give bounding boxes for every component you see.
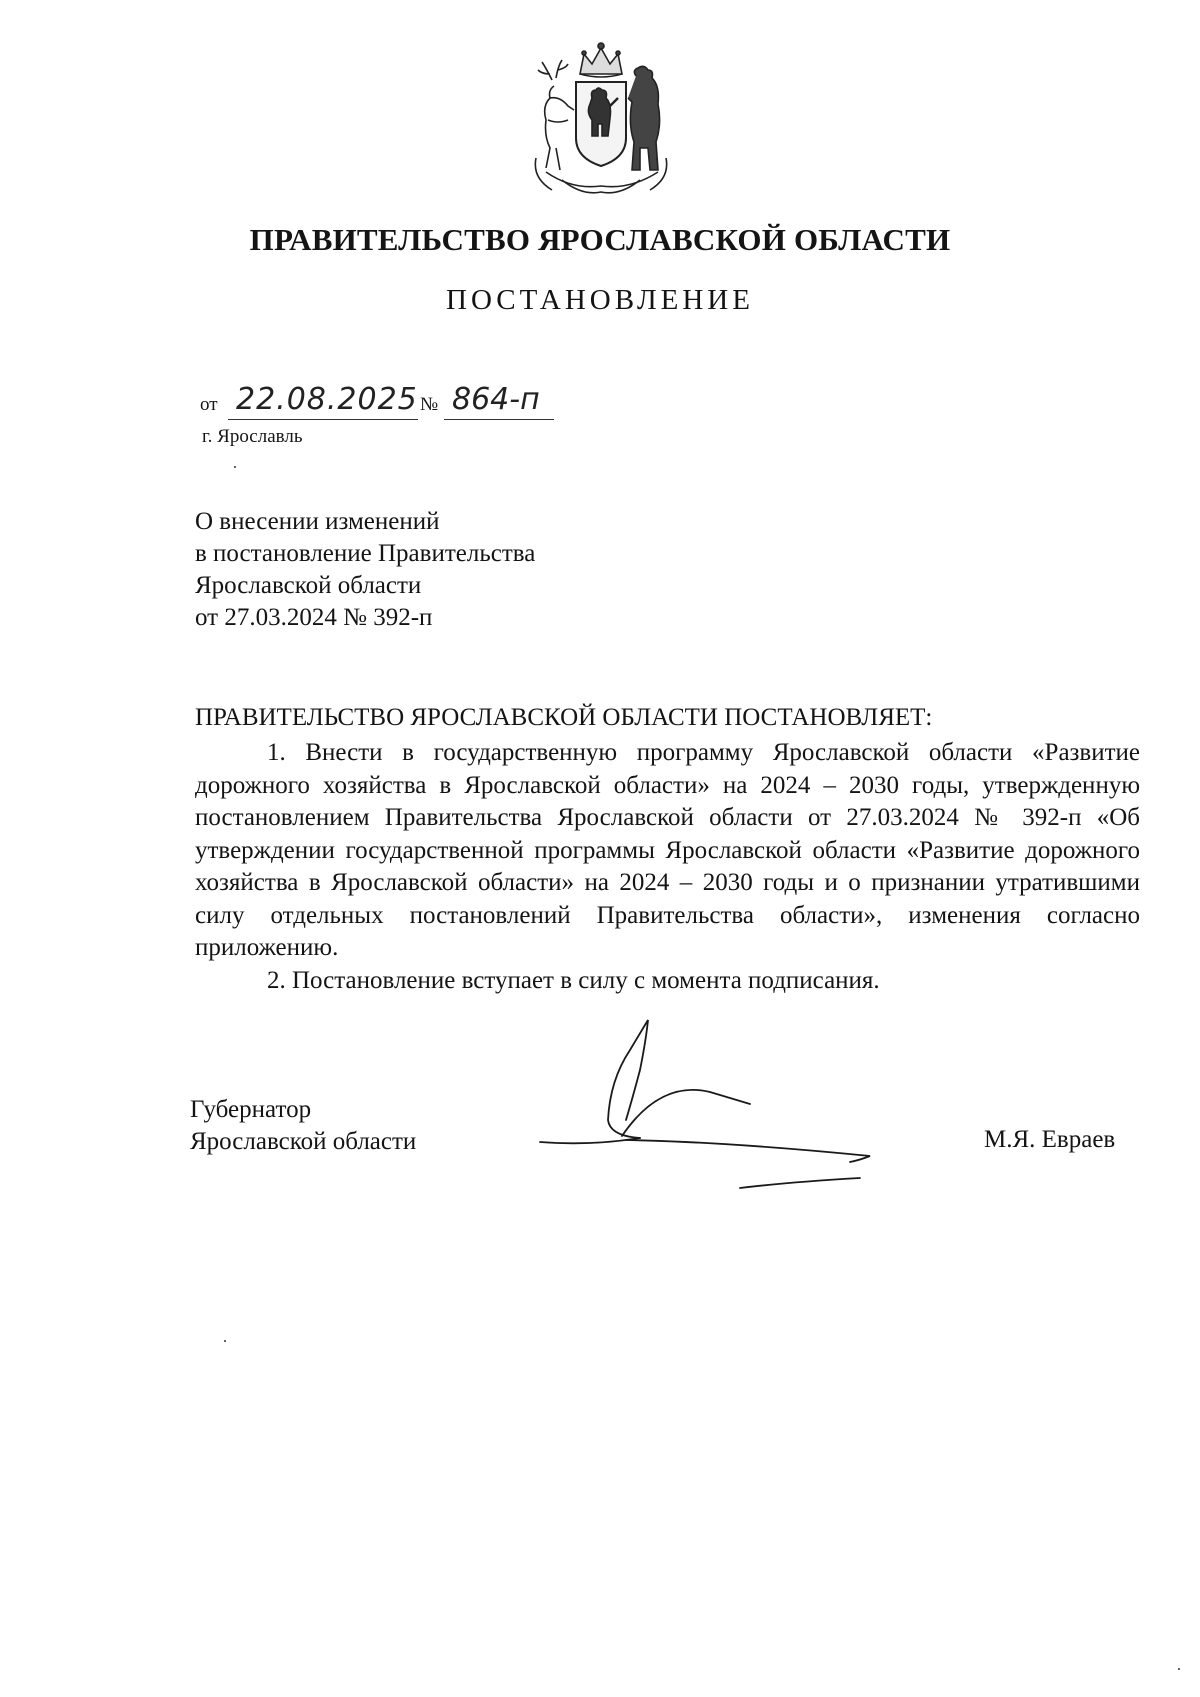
subject-line: в постановление Правительства (195, 540, 536, 567)
signer-position-line: Ярославской области (190, 1128, 417, 1155)
coat-of-arms-emblem (532, 40, 670, 200)
subject-line: от 27.03.2024 № 392-п (195, 604, 433, 631)
handwritten-number: 864-п (452, 382, 540, 417)
body-paragraph: 2. Постановление вступает в силу с момента подписания. (267, 966, 880, 994)
subject-line: Ярославской области (195, 572, 422, 599)
signer-position-line: Губернатор (190, 1096, 312, 1123)
subject-line: О внесении изменений (195, 508, 440, 535)
signer-name: М.Я. Евраев (984, 1126, 1116, 1153)
scan-dot (224, 1340, 226, 1342)
signer-position (190, 1094, 416, 1158)
registration-row (200, 382, 560, 428)
handwritten-date: 22.08.2025 (236, 382, 418, 417)
resolution-heading: ПРАВИТЕЛЬСТВО ЯРОСЛАВСКОЙ ОБЛАСТИ ПОСТАНОВЛЯЕТ: (195, 704, 933, 731)
body-paragraph: 1. Внести в государственную программу Ярославской области «Развитие дорожного хозяйства в Ярославской области» на 2024 – 2030 годы, утвержденную постановлением Правительства Ярославской области от 27.03.2024 № 392-п «Об утверждении государственной программы Ярославской области «Развитие дорожного хозяйства в Ярославской области» на 2024 – 2030 годы и о признании утратившими силу отдельных постановлений Правительства области», изменения согласно приложению. (195, 739, 1140, 961)
scan-dot (1178, 1668, 1180, 1670)
number-underline (444, 419, 554, 420)
government-title: ПРАВИТЕЛЬСТВО ЯРОСЛАВСКОЙ ОБЛАСТИ (249, 222, 951, 257)
scan-dot (234, 466, 236, 468)
date-prefix: от (200, 394, 218, 415)
number-sign: № (420, 394, 439, 415)
date-underline (228, 419, 418, 420)
city-label: г. Ярославль (202, 426, 303, 447)
handwritten-signature (530, 1010, 910, 1190)
document-body (195, 737, 1140, 997)
document-type-title: ПОСТАНОВЛЕНИЕ (446, 284, 754, 316)
document-subject (195, 506, 715, 634)
